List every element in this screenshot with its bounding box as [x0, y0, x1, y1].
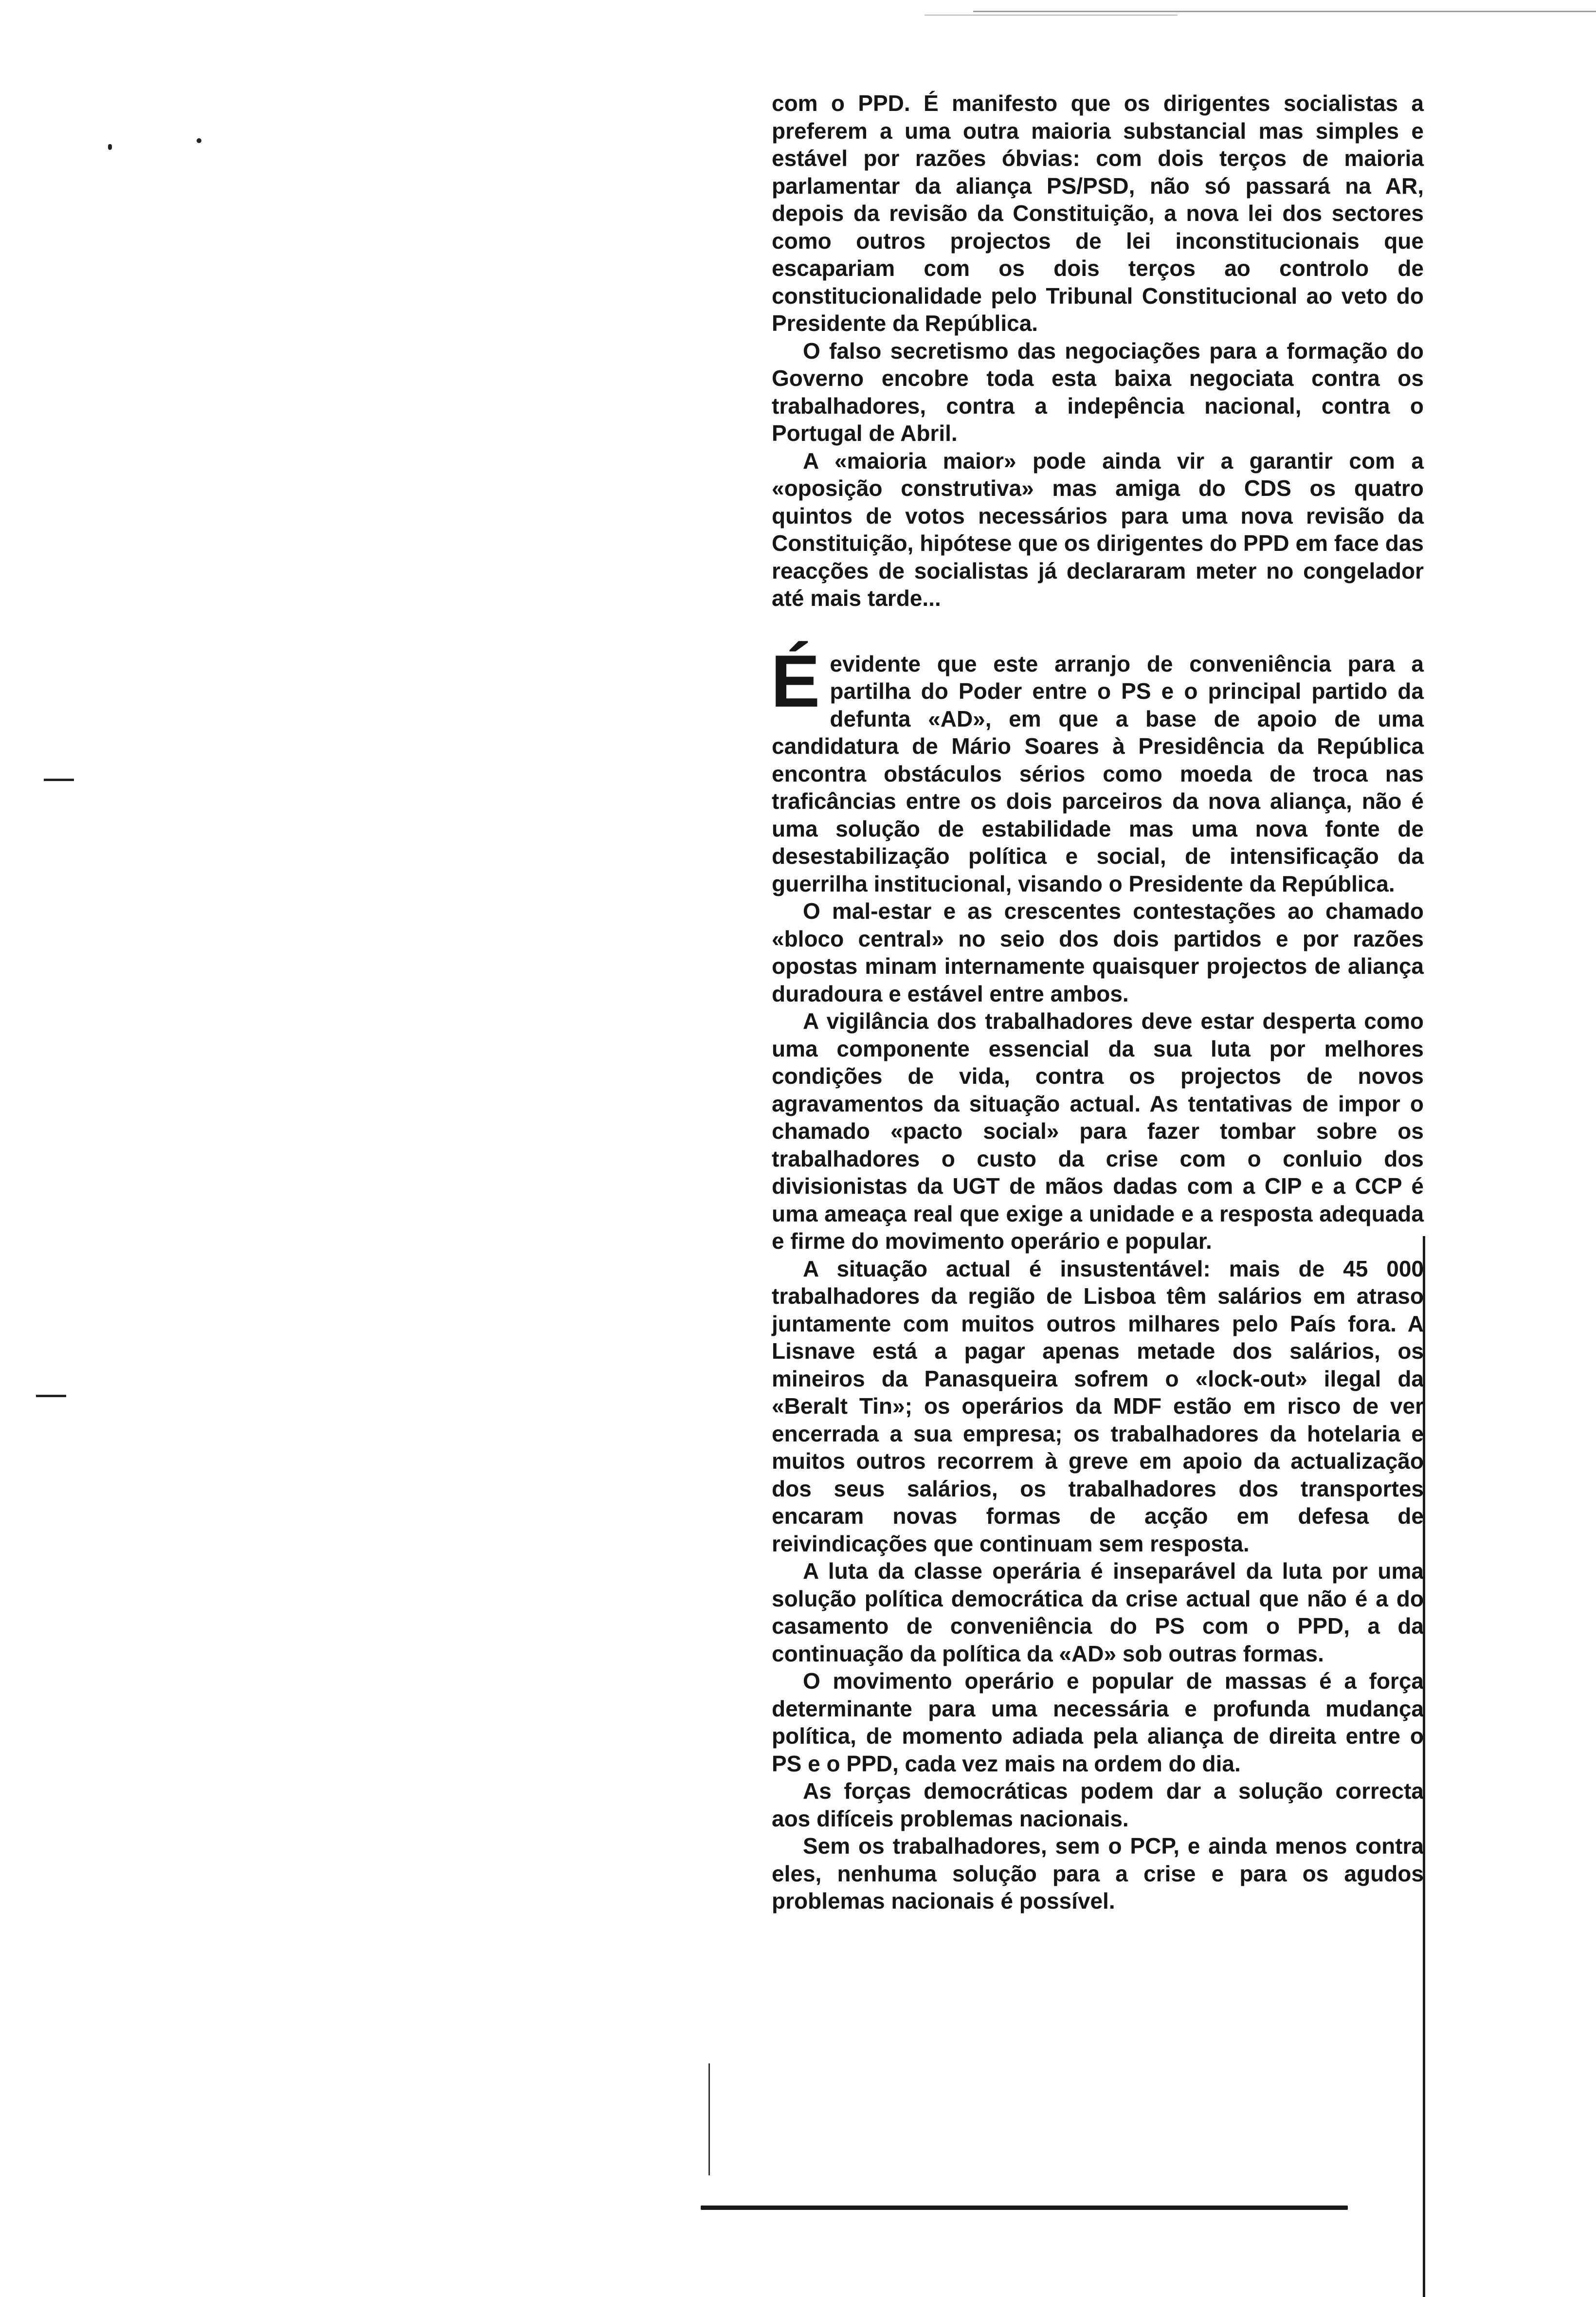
paragraph: O movimento operário e popular de massas é a força determinante para uma necessária e profunda mudança política, de momento adiada pela aliança de direita entre o PS e o PPD, cada vez mais na ordem do dia. — [772, 1668, 1424, 1776]
scan-speck — [108, 144, 112, 150]
scan-speck — [197, 138, 201, 143]
paragraph: A situação actual é insustentável: mais de 45 000 trabalhadores da região de Lisboa têm salários em atraso juntamente com muitos outros milhares pelo País fora. A Lisnave está a pagar apenas metade dos salários, os mineiros da Panasqueira sofrem o «lock-out» ilegal da «Beralt Tin»; os operários da MDF estão em risco de ver encerrada a sua empresa; os trabalhadores da hotelaria e muitos outros recorrem à greve em apoio da actualização dos seus salários, os trabalhadores dos transportes encaram novas formas de acção em defesa de reivindicações que continuam sem resposta. — [772, 1256, 1424, 1556]
scan-margin-dash — [44, 779, 74, 781]
drop-cap-letter: É — [771, 639, 820, 723]
scan-top-rule-faint — [925, 15, 1178, 16]
paragraph: A vigilância dos trabalhadores deve estar desperta como uma componente essencial da sua luta por melhores condições de vida, contra os projectos de novos agravamentos da situação actual. As tentativas de impor o chamado «pacto social» para fazer tombar sobre os trabalhadores o custo da crise com o conluio dos divisionistas da UGT de mãos dadas com a CIP e a CCP é uma ameaça real que exige a unidade e a resposta adequada e firme do movimento operário e popular. — [772, 1008, 1424, 1254]
scan-left-rule — [708, 2063, 710, 2175]
scan-top-rule — [973, 11, 1596, 12]
paragraph: As forças democráticas podem dar a solução correcta aos difíceis problemas nacionais. — [772, 1778, 1424, 1831]
article-column — [772, 90, 1424, 1915]
paragraph: O mal-estar e as crescentes contestações ao chamado «bloco central» no seio dos dois partidos e por razões opostas minam internamente quaisquer projectos de aliança duradoura e estável entre ambos. — [772, 898, 1424, 1006]
paragraph: O falso secretismo das negociações para a formação do Governo encobre toda esta baixa negociata contra os trabalhadores, contra a indepência nacional, contra o Portugal de Abril. — [772, 338, 1424, 446]
paragraph: A luta da classe operária é inseparável da luta por uma solução política democrática da crise actual que não é a do casamento de conveniência do PS com o PPD, a da continuação da política da «AD» sob outras formas. — [772, 1558, 1424, 1666]
paragraph: A «maioria maior» pode ainda vir a garantir com a «oposição construtiva» mas amiga do CDS os quatro quintos de votos necessários para uma nova revisão da Constituição, hipótese que os dirigentes do PPD em face das reacções de socialistas já declararam meter no congelador até mais tarde... — [772, 448, 1424, 611]
paragraph: Sem os trabalhadores, sem o PCP, e ainda menos contra eles, nenhuma solução para a crise e para os agudos problemas nacionais é possível. — [772, 1833, 1424, 1914]
scan-margin-dash — [36, 1395, 66, 1397]
paragraph-drop-cap — [771, 639, 1424, 898]
paragraph: com o PPD. É manifesto que os dirigentes socialistas a preferem a uma outra maioria substancial mas simples e estável por razões óbvias: com dois terços de maioria parlamentar da aliança PS/PSD, não só passará na AR, depois da revisão da Constituição, a nova lei dos sectores como outros projectos de lei inconstitucionais que escapariam com os dois terços ao controlo de constitucionalidade pelo Tribunal Constitucional ao veto do Presidente da República. — [772, 91, 1424, 336]
article-bottom-rule — [701, 2206, 1348, 2210]
paragraph-text: evidente que este arranjo de conveniência para a partilha do Poder entre o PS e o principal partido da defunta «AD», em que a base de apoio de uma candidatura de Mário Soares à Presidência da República encontra obstáculos sérios como moeda de troca nas traficâncias entre os dois parceiros da nova aliança, não é uma solução de estabilidade mas uma nova fonte de desestabilização política e social, de intensificação da guerrilha institucional, visando o Presidente da República. — [772, 651, 1424, 896]
